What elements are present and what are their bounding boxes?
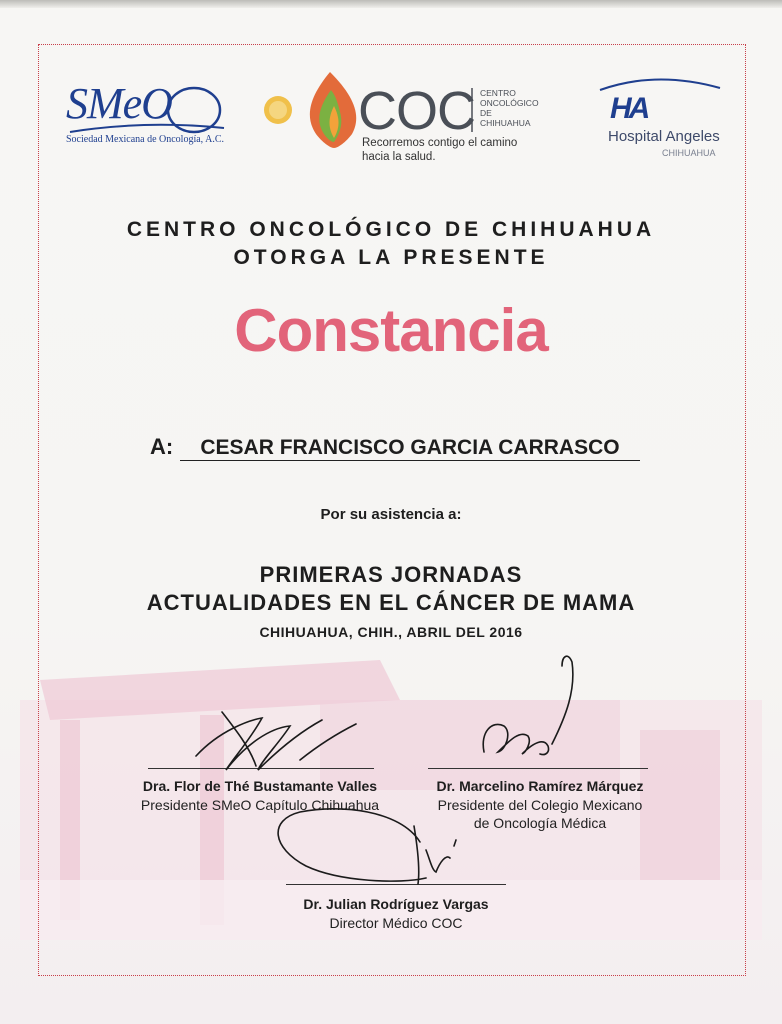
signature-line-3 bbox=[286, 884, 506, 885]
signatory-2-role-line-2: de Oncología Médica bbox=[473, 815, 607, 831]
header-line-1: CENTRO ONCOLÓGICO DE CHIHUAHUA bbox=[126, 218, 656, 241]
recipient-label: A: bbox=[150, 434, 174, 459]
coc-name: COC bbox=[358, 81, 475, 141]
coc-logo bbox=[258, 66, 558, 166]
signatory-2-role-line-1: Presidente del Colegio Mexicano bbox=[437, 797, 643, 813]
smeo-logo bbox=[64, 74, 234, 154]
ha-sub: CHIHUAHUA bbox=[662, 148, 716, 158]
signatory-3-role: Director Médico COC bbox=[329, 915, 463, 931]
ha-mark: HA bbox=[610, 92, 648, 125]
ha-name: Hospital Angeles bbox=[608, 128, 720, 145]
smeo-name: SMeO bbox=[66, 79, 172, 128]
hospital-angeles-logo bbox=[596, 72, 736, 172]
event-place-date: CHIHUAHUA, CHIH., ABRIL DEL 2016 bbox=[259, 624, 523, 640]
signatory-1-role: Presidente SMeO Capítulo Chihuahua bbox=[140, 797, 380, 813]
event-line-2: ACTUALIDADES EN EL CÁNCER DE MAMA bbox=[146, 590, 636, 615]
recipient-underline bbox=[180, 460, 640, 461]
coc-subtitle: CENTRO ONCOLÓGICO DE CHIHUAHUA bbox=[480, 88, 539, 128]
signature-line-1 bbox=[148, 768, 374, 769]
certificate-title: Constancia bbox=[234, 297, 548, 364]
signatory-2-name: Dr. Marcelino Ramírez Márquez bbox=[436, 778, 644, 794]
smeo-subtitle: Sociedad Mexicana de Oncología, A.C. bbox=[66, 134, 225, 145]
signatory-3-name: Dr. Julian Rodríguez Vargas bbox=[303, 896, 489, 912]
signature-line-2 bbox=[428, 768, 648, 769]
coc-tagline: Recorremos contigo el camino hacia la salud. bbox=[362, 137, 518, 163]
event-line-1: PRIMERAS JORNADAS bbox=[259, 562, 523, 587]
recipient-name: CESAR FRANCISCO GARCIA CARRASCO bbox=[200, 436, 620, 459]
header-line-2: OTORGA LA PRESENTE bbox=[233, 246, 549, 269]
signatory-1-name: Dra. Flor de Thé Bustamante Valles bbox=[142, 778, 378, 794]
assistance-text: Por su asistencia a: bbox=[320, 506, 462, 523]
scan-shadow bbox=[0, 0, 782, 8]
